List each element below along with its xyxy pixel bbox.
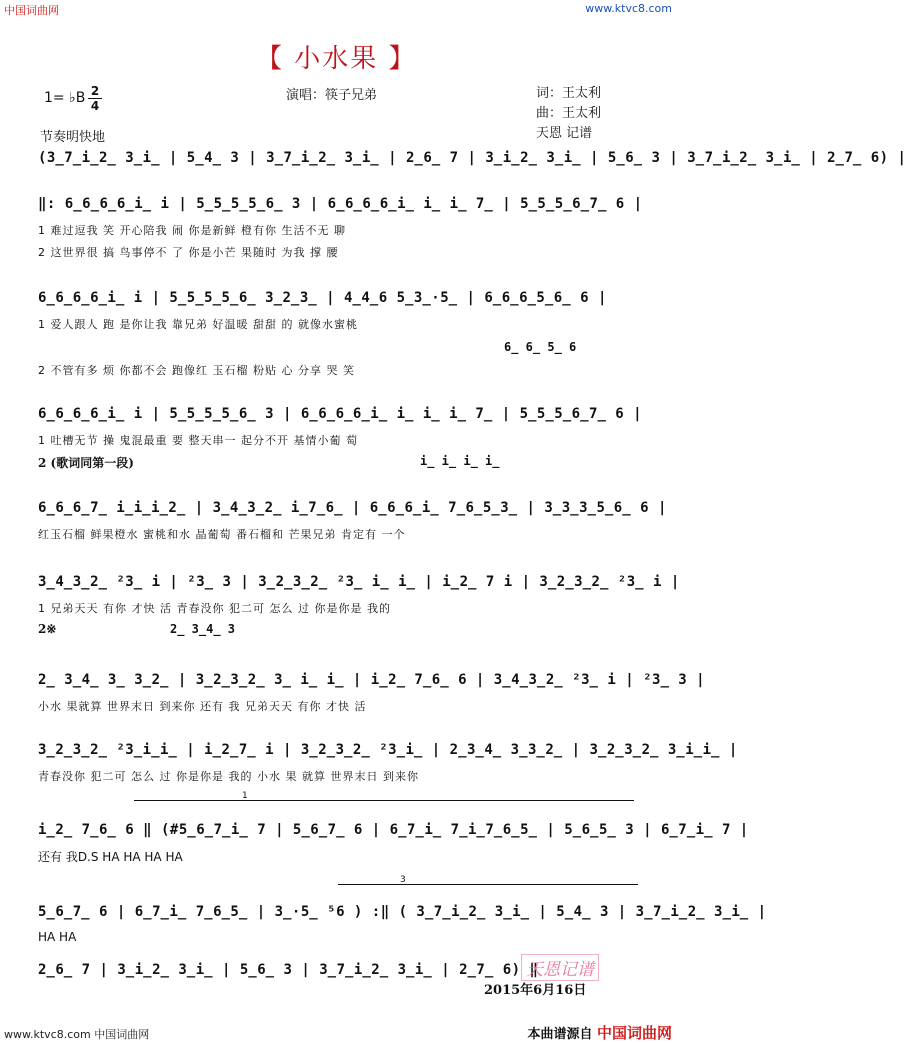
volta-bracket-3 bbox=[338, 875, 638, 895]
site-url-top[interactable]: www.ktvc8.com bbox=[585, 2, 672, 15]
transcriber: 天恩 记谱 bbox=[536, 126, 593, 141]
transcription-date: 2015年6月16日 bbox=[484, 983, 587, 998]
footer-brand-link[interactable]: 中国词曲网 bbox=[596, 1024, 672, 1042]
volta-1-label: 1 bbox=[242, 791, 248, 801]
score-row-7-lyrics: 小水 果就算 世界末日 到来你 还有 我 兄弟天天 有你 才快 活 bbox=[38, 700, 367, 713]
score-row-8-notes: 3̲2̲3̲2̲ ²3̲i̲i̲ | i̲2̲7̲ i | 3̲2̲3̲2̲ ²3̲i̲ | 2̲3̲4̲ 3̲3̲2̲ | 3̲2̲3̲2̲ 3̲i̲i̲ | bbox=[38, 742, 738, 758]
segno-mark: 2※ bbox=[38, 622, 57, 636]
score-row-6-notes: 3̲4̲3̲2̲ ²3̲ i | ²3̲ 3 | 3̲2̲3̲2̲ ²3̲ i̲ i̲ | i̲2̲ 7 i | 3̲2̲3̲2̲ ²3̲ i | bbox=[38, 574, 680, 590]
singer: 演唱：筷子兄弟 bbox=[286, 88, 378, 103]
score-row-4-extra-notes: i̲ i̲ i̲ i̲ bbox=[420, 454, 500, 468]
score-row-3-notes: 6̲6̲6̲6̲i̲ i | 5̲5̲5̲5̲6̲ 3̲2̲3̲ | 4̲4̲6 5̲3̲·5̲ | 6̲6̲6̲5̲6̲ 6 | bbox=[38, 290, 607, 306]
transcriber-stamp: 天恩记谱 bbox=[521, 954, 599, 981]
score-row-3-lyrics-1: 1 爱人跟人 跑 是你让我 靠兄弟 好温暖 甜甜 的 就像水蜜桃 bbox=[38, 318, 358, 331]
score-row-6-lyrics: 1 兄弟天天 有你 才快 活 青春没你 犯二可 怎么 过 你是你是 我的 bbox=[38, 602, 391, 615]
score-row-2-lyrics-2: 2 这世界很 搞 鸟事停不 了 你是小芒 果随时 为我 撑 腰 bbox=[38, 246, 339, 259]
song-title: 【 小水果 】 bbox=[256, 44, 417, 74]
score-row-9-lyrics: 还有 我D.S HA HA HA HA bbox=[38, 850, 183, 864]
score-row-11-notes: 2̲6̲ 7 | 3̲i̲2̲ 3̲i̲ | 5̲6̲ 3 | 3̲7̲i̲2̲ 3̲i̲ | 2̲7̲ 6) ‖ bbox=[38, 962, 539, 978]
footer-site[interactable]: www.ktvc8.com 中国词曲网 bbox=[4, 1028, 150, 1041]
volta-3-label: 3 bbox=[400, 875, 406, 885]
score-row-9-notes: i̲2̲ 7̲6̲ 6 ‖ (#5̲6̲7̲i̲ 7 | 5̲6̲7̲ 6 | 6̲7̲i̲ 7̲i̲7̲6̲5̲ | 5̲6̲5̲ 3 | 6̲7̲i̲ 7 | bbox=[38, 822, 749, 838]
footer-source-prefix: 本曲谱源自 bbox=[527, 1027, 593, 1042]
score-row-7-notes: 2̲ 3̲4̲ 3̲ 3̲2̲ | 3̲2̲3̲2̲ 3̲ i̲ i̲ | i̲2̲ 7̲6̲ 6 | 3̲4̲3̲2̲ ²3̲ i | ²3̲ 3 | bbox=[38, 672, 706, 688]
score-row-4-notes: 6̲6̲6̲6̲i̲ i | 5̲5̲5̲5̲6̲ 3 | 6̲6̲6̲6̲i̲ i̲ i̲ i̲ 7̲ | 5̲5̲5̲6̲7̲ 6 | bbox=[38, 406, 643, 422]
score-row-8-lyrics: 青春没你 犯二可 怎么 过 你是你是 我的 小水 果 就算 世界末日 到来你 bbox=[38, 770, 419, 783]
score-row-4-lyrics-2: 2 (歌词同第一段) bbox=[38, 456, 134, 470]
score-row-5-lyrics: 红玉石榴 鲜果橙水 蜜桃和水 晶葡萄 番石榴和 芒果兄弟 肯定有 一个 bbox=[38, 528, 406, 541]
footer-source bbox=[527, 1022, 672, 1043]
score-row-10-lyrics: HA HA bbox=[38, 930, 77, 944]
score-row-1-notes: (3̲7̲i̲2̲ 3̲i̲ | 5̲4̲ 3 | 3̲7̲i̲2̲ 3̲i̲ | 2̲6̲ 7 | 3̲i̲2̲ 3̲i̲ | 5̲6̲ 3 | 3̲7̲i̲2̲ 3̲i̲ | 2̲7̲ 6) | bbox=[38, 150, 906, 166]
site-name-top[interactable]: 中国词曲网 bbox=[4, 4, 59, 17]
time-sig-top: 2 bbox=[90, 84, 100, 98]
score-row-3-lyrics-2: 2 不管有多 烦 你都不会 跑像红 玉石榴 粉贴 心 分享 哭 笑 bbox=[38, 364, 355, 377]
tempo-marking: 节奏明快地 bbox=[40, 130, 106, 145]
score-row-2-notes: ‖: 6̲6̲6̲6̲i̲ i | 5̲5̲5̲5̲6̲ 3 | 6̲6̲6̲6̲i̲ i̲ i̲ 7̲ | 5̲5̲5̲6̲7̲ 6 | bbox=[38, 196, 643, 212]
time-sig-bottom: 4 bbox=[88, 98, 102, 113]
composer: 曲：王太利 bbox=[536, 106, 602, 121]
credits bbox=[536, 84, 601, 144]
score-row-5-notes: 6̲6̲6̲7̲ i̲i̲i̲2̲ | 3̲4̲3̲2̲ i̲7̲6̲ | 6̲6̲6̲i̲ 7̲6̲5̲3̲ | 3̲3̲3̲5̲6̲ 6 | bbox=[38, 500, 667, 516]
score-row-2-lyrics-1: 1 难过逗我 笑 开心陪我 闹 你是新鲜 橙有你 生活不无 聊 bbox=[38, 224, 346, 237]
volta-bracket-1 bbox=[134, 791, 634, 811]
score-row-3-extra-notes: 6̲ 6̲ 5̲ 6 bbox=[504, 340, 577, 354]
score-row-6-extra-notes: 2̲ 3̲4̲ 3 bbox=[170, 622, 236, 636]
key-signature: 1= ♭B bbox=[44, 90, 86, 106]
lyricist: 词：王太利 bbox=[536, 86, 602, 101]
score-row-10-notes: 5̲6̲7̲ 6 | 6̲7̲i̲ 7̲6̲5̲ | 3̲·5̲ ⁵6 ) :‖ ( 3̲7̲i̲2̲ 3̲i̲ | 5̲4̲ 3 | 3̲7̲i̲2̲ 3̲i̲ | bbox=[38, 904, 767, 920]
score-row-4-lyrics-1: 1 吐槽无节 操 鬼混最重 要 整天串一 起分不开 基情小葡 萄 bbox=[38, 434, 358, 447]
time-signature bbox=[88, 84, 102, 113]
